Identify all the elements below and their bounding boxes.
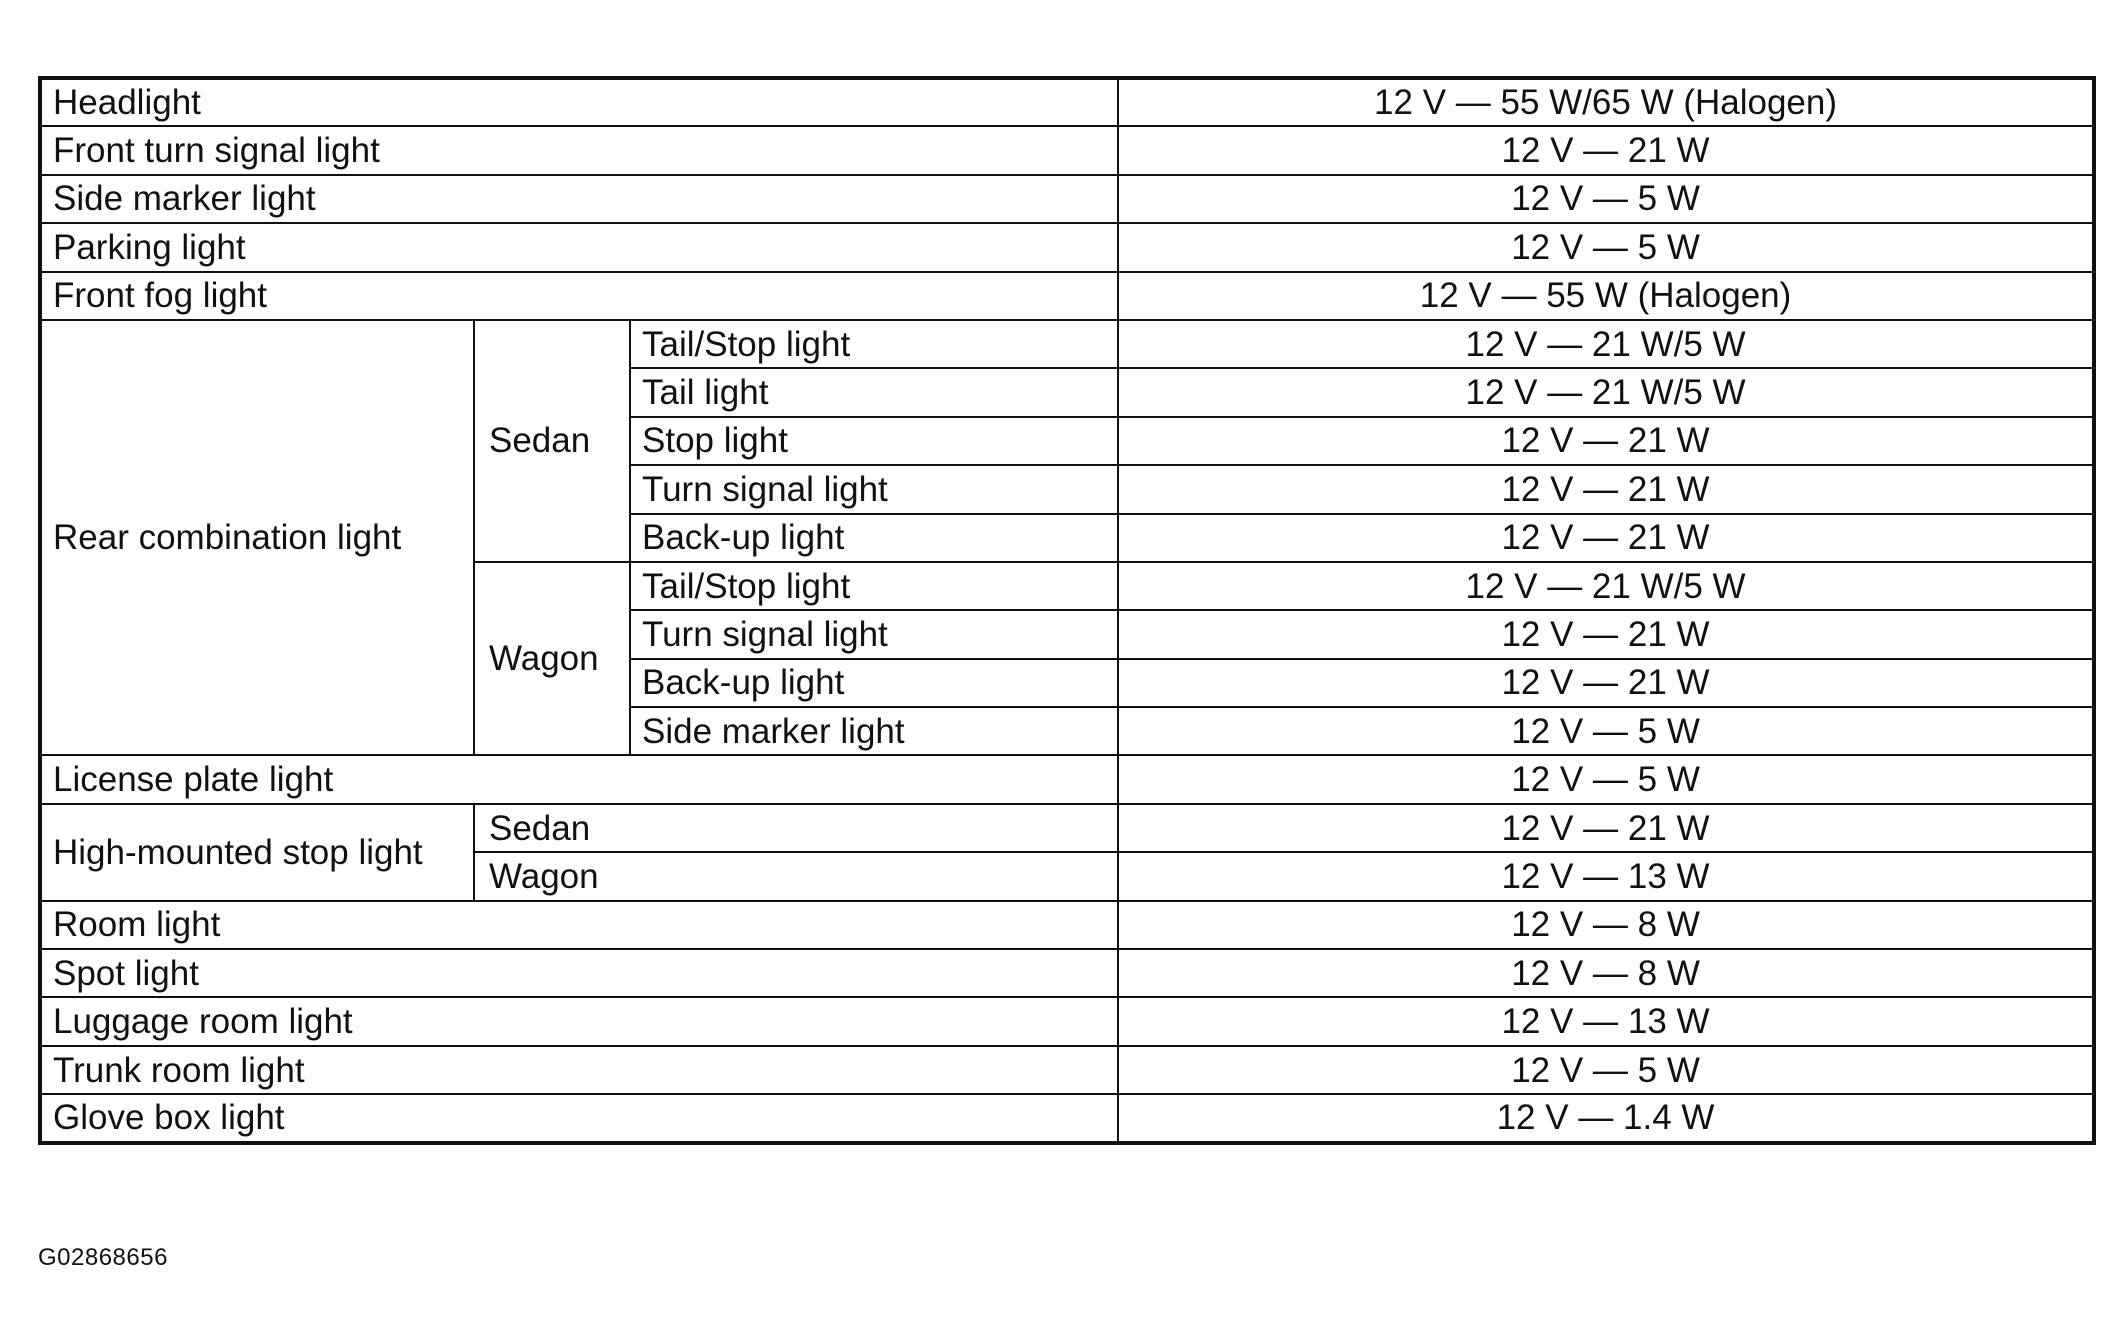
spec-value: 12 V — 5 W <box>1118 1046 2094 1094</box>
item-label: Tail/Stop light <box>630 562 1118 610</box>
item-label: Turn signal light <box>630 465 1118 513</box>
table-row <box>40 272 2094 320</box>
spec-value: 12 V — 1.4 W <box>1118 1094 2094 1142</box>
table-row <box>40 126 2094 174</box>
group-label-high-mounted-stop: High-mounted stop light <box>40 804 474 901</box>
spec-value: 12 V — 8 W <box>1118 949 2094 997</box>
spec-value: 12 V — 21 W <box>1118 610 2094 658</box>
item-label: Back-up light <box>630 659 1118 707</box>
spec-value: 12 V — 21 W/5 W <box>1118 320 2094 368</box>
group-label-rear-combination: Rear combination light <box>40 320 474 756</box>
spec-value: 12 V — 5 W <box>1118 175 2094 223</box>
table-row <box>40 223 2094 271</box>
item-label: Sedan <box>474 804 1118 852</box>
spec-value: 12 V — 8 W <box>1118 901 2094 949</box>
subgroup-label-wagon: Wagon <box>474 562 630 756</box>
table-row <box>40 949 2094 997</box>
item-label: Wagon <box>474 852 1118 900</box>
item-label: Side marker light <box>630 707 1118 755</box>
item-label: Front turn signal light <box>40 126 1118 174</box>
table-row <box>40 175 2094 223</box>
subgroup-label-sedan: Sedan <box>474 320 630 562</box>
item-label: Back-up light <box>630 514 1118 562</box>
item-label: Room light <box>40 901 1118 949</box>
table-row <box>40 320 2094 368</box>
item-label: Glove box light <box>40 1094 1118 1142</box>
spec-value: 12 V — 21 W <box>1118 659 2094 707</box>
spec-value: 12 V — 5 W <box>1118 707 2094 755</box>
spec-value: 12 V — 21 W <box>1118 465 2094 513</box>
item-label: License plate light <box>40 755 1118 803</box>
table-row <box>40 997 2094 1045</box>
spec-value: 12 V — 13 W <box>1118 852 2094 900</box>
table-row <box>40 804 2094 852</box>
bulb-specification-table <box>38 76 2096 1145</box>
spec-value: 12 V — 13 W <box>1118 997 2094 1045</box>
item-label: Trunk room light <box>40 1046 1118 1094</box>
item-label: Headlight <box>40 78 1118 126</box>
spec-value: 12 V — 21 W <box>1118 126 2094 174</box>
table-row <box>40 901 2094 949</box>
spec-value: 12 V — 55 W (Halogen) <box>1118 272 2094 320</box>
table-row <box>40 755 2094 803</box>
figure-id: G02868656 <box>38 1244 168 1271</box>
spec-value: 12 V — 21 W <box>1118 514 2094 562</box>
item-label: Spot light <box>40 949 1118 997</box>
spec-value: 12 V — 21 W/5 W <box>1118 562 2094 610</box>
spec-value: 12 V — 5 W <box>1118 223 2094 271</box>
table-row <box>40 78 2094 126</box>
spec-value: 12 V — 21 W <box>1118 804 2094 852</box>
item-label: Front fog light <box>40 272 1118 320</box>
item-label: Tail light <box>630 368 1118 416</box>
item-label: Parking light <box>40 223 1118 271</box>
spec-value: 12 V — 55 W/65 W (Halogen) <box>1118 78 2094 126</box>
item-label: Turn signal light <box>630 610 1118 658</box>
table-row <box>40 1046 2094 1094</box>
item-label: Tail/Stop light <box>630 320 1118 368</box>
spec-value: 12 V — 21 W <box>1118 417 2094 465</box>
spec-value: 12 V — 5 W <box>1118 755 2094 803</box>
item-label: Side marker light <box>40 175 1118 223</box>
item-label: Stop light <box>630 417 1118 465</box>
table-row <box>40 1094 2094 1142</box>
item-label: Luggage room light <box>40 997 1118 1045</box>
spec-value: 12 V — 21 W/5 W <box>1118 368 2094 416</box>
